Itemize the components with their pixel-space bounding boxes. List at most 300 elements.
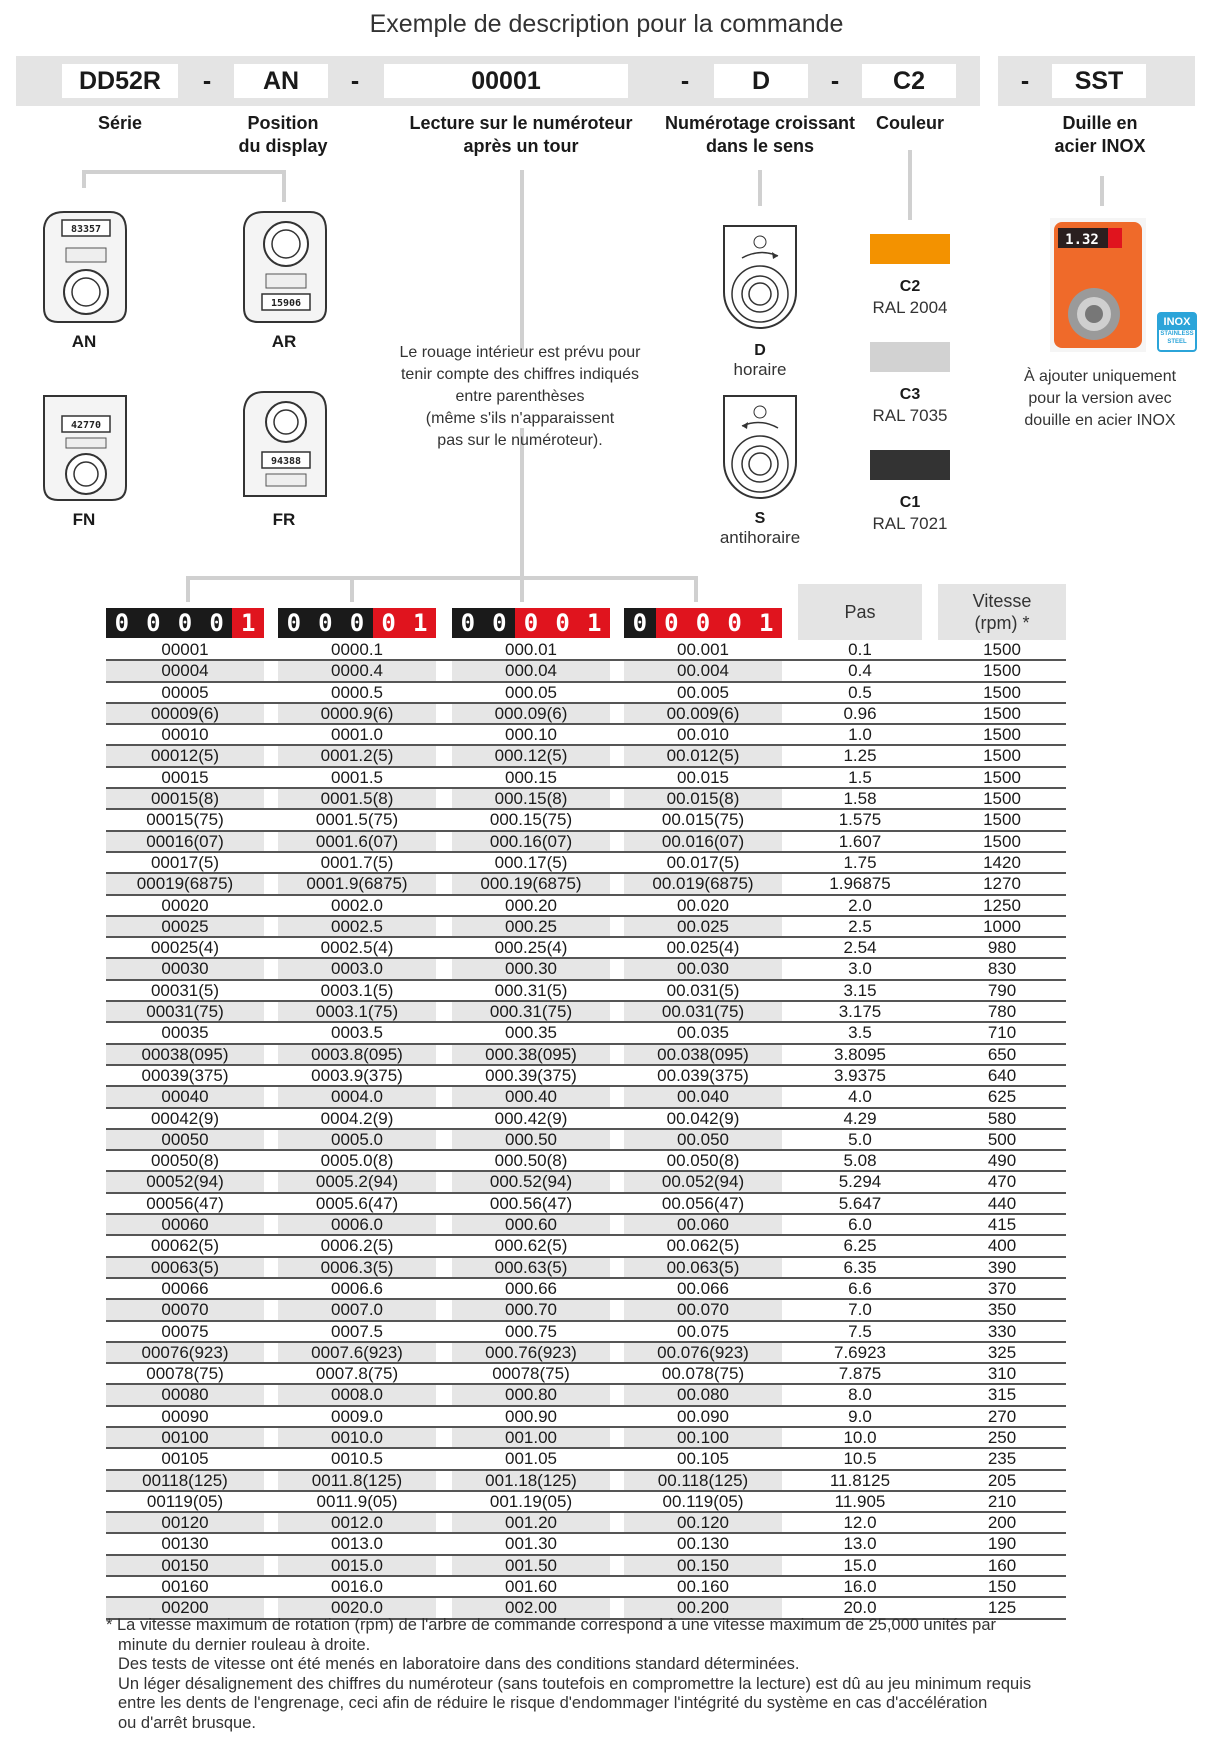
color-code-c3: C3: [899, 386, 921, 403]
table-cell: 1500: [983, 682, 1021, 702]
table-cell: 000.76(923): [452, 1343, 610, 1362]
table-cell: 0001.2(5): [278, 746, 436, 765]
table-cell: 9.0: [848, 1406, 872, 1426]
table-cell: 1270: [983, 874, 1021, 894]
table-cell: 000.80: [452, 1385, 610, 1404]
table-row: [106, 853, 1066, 874]
table-row: [106, 1343, 1066, 1364]
table-row: [106, 1279, 1066, 1300]
table-cell: 200: [987, 1513, 1017, 1533]
table-cell: 000.90: [505, 1406, 557, 1426]
table-cell: 000.50(8): [494, 1151, 568, 1171]
table-cell: 625: [987, 1087, 1017, 1107]
table-cell: 00.030: [624, 959, 782, 978]
table-cell: 001.00: [452, 1428, 610, 1447]
code-sens: D: [714, 64, 808, 98]
table-cell: 5.0: [848, 1129, 872, 1149]
connector-line: [186, 576, 698, 580]
device-ar-label: AR: [271, 332, 297, 351]
code-dash: -: [202, 67, 212, 95]
table-cell: 780: [987, 1002, 1017, 1022]
table-cell: 0007.6(923): [278, 1343, 436, 1362]
label-couleur: Couleur: [875, 113, 944, 133]
table-cell: 000.19(6875): [452, 874, 610, 893]
table-cell: 0005.0: [278, 1130, 436, 1149]
table-cell: 1500: [983, 767, 1021, 787]
table-row: [106, 704, 1066, 725]
connector-line: [282, 170, 286, 202]
header-vitesse: Vitesse (rpm) *: [938, 584, 1066, 640]
table-cell: 0004.0: [278, 1087, 436, 1106]
table-cell: 000.50: [452, 1130, 610, 1149]
code-dash: -: [680, 67, 690, 95]
table-cell: 000.42(9): [494, 1108, 568, 1128]
table-cell: 0007.0: [278, 1300, 436, 1319]
table-cell: 0006.3(5): [278, 1258, 436, 1277]
table-cell: 3.15: [843, 980, 877, 1000]
inox-product-image: [1050, 218, 1146, 352]
table-cell: 00100: [106, 1428, 264, 1447]
table-cell: 0012.0: [278, 1513, 436, 1532]
table-cell: 0004.2(9): [320, 1108, 394, 1128]
table-cell: 330: [987, 1321, 1017, 1341]
table-row: [106, 1130, 1066, 1151]
code-lecture: 00001: [384, 64, 628, 98]
table-cell: 00130: [161, 1534, 209, 1554]
table-cell: 00015(75): [146, 810, 224, 830]
color-ral-c2: RAL 2004: [872, 298, 948, 317]
table-cell: 0003.0: [278, 959, 436, 978]
table-cell: 205: [987, 1470, 1017, 1490]
table-cell: 000.20: [505, 895, 557, 915]
table-row: [106, 832, 1066, 853]
table-cell: 0001.7(5): [320, 852, 394, 872]
table-cell: 1.25: [843, 746, 877, 766]
table-row: [106, 1194, 1066, 1215]
table-cell: 980: [987, 938, 1017, 958]
table-cell: 000.70: [452, 1300, 610, 1319]
device-an-icon: [36, 208, 132, 326]
counter-digit: 1: [750, 608, 782, 638]
table-cell: 3.9375: [834, 1065, 886, 1085]
rouage-note: Le rouage intérieur est prévu pour tenir compte des chiffres indiqués entre parenthèses (même s'ils n'apparaissent pas sur le numéroteur).: [399, 344, 641, 449]
table-cell: 00070: [106, 1300, 264, 1319]
table-row: [106, 1087, 1066, 1108]
table-cell: 00.060: [624, 1215, 782, 1234]
counter-digit: 0: [341, 608, 373, 638]
table-cell: 0.96: [843, 703, 877, 723]
table-row: [106, 1322, 1066, 1343]
table-cell: 00063(5): [106, 1258, 264, 1277]
code-dash: -: [830, 67, 840, 95]
table-cell: 390: [987, 1257, 1017, 1277]
label-douille: Duille en acier INOX: [1054, 113, 1146, 156]
table-cell: 00015(8): [106, 789, 264, 808]
table-cell: 0003.8(095): [278, 1045, 436, 1064]
table-cell: 00.017(5): [666, 852, 740, 872]
table-cell: 3.8095: [834, 1044, 886, 1064]
table-cell: 250: [987, 1427, 1017, 1447]
table-cell: 0016.0: [331, 1577, 383, 1597]
table-cell: 3.0: [848, 959, 872, 979]
table-cell: 00200: [106, 1598, 264, 1617]
table-cell: 0013.0: [331, 1534, 383, 1554]
table-row: [106, 1172, 1066, 1193]
table-cell: 0001.5(75): [315, 810, 399, 830]
table-cell: 0020.0: [278, 1598, 436, 1617]
table-cell: 00066: [161, 1278, 209, 1298]
device-an-label: AN: [71, 332, 97, 351]
table-cell: 0011.9(05): [316, 1491, 398, 1511]
table-cell: 00076(923): [106, 1343, 264, 1362]
table-cell: 0007.8(75): [315, 1364, 399, 1384]
table-cell: 00.062(5): [666, 1236, 740, 1256]
table-cell: 000.38(095): [452, 1045, 610, 1064]
table-row: [106, 959, 1066, 980]
table-cell: 440: [987, 1193, 1017, 1213]
table-cell: 0001.0: [331, 725, 383, 745]
table-cell: 000.15(75): [489, 810, 573, 830]
table-cell: 00105: [161, 1449, 209, 1469]
table-cell: 00005: [161, 682, 209, 702]
table-row: [106, 1066, 1066, 1087]
device-fn-reading: 42770: [70, 420, 102, 431]
table-cell: 0001.9(6875): [278, 874, 436, 893]
table-row: [106, 683, 1066, 704]
counter-digit: 0: [106, 608, 138, 638]
table-cell: 125: [987, 1598, 1017, 1618]
connector-line: [694, 576, 698, 602]
device-fr-icon: [236, 386, 332, 504]
table-row: [106, 874, 1066, 895]
table-cell: 00.052(94): [624, 1172, 782, 1191]
table-row: [106, 896, 1066, 917]
table-cell: 0000.4: [278, 661, 436, 680]
table-cell: 00031(5): [150, 980, 220, 1000]
table-row: [106, 1109, 1066, 1130]
table-cell: 00.090: [677, 1406, 729, 1426]
table-cell: 00.031(75): [624, 1002, 782, 1021]
table-row: [106, 1258, 1066, 1279]
table-cell: 370: [987, 1278, 1017, 1298]
table-row: [106, 917, 1066, 938]
table-cell: 1250: [983, 895, 1021, 915]
table-cell: 00.118(125): [624, 1471, 782, 1490]
table-row: [106, 1513, 1066, 1534]
table-row: [106, 1471, 1066, 1492]
color-swatch-c2: [870, 234, 950, 264]
table-cell: 000.09(6): [452, 704, 610, 723]
table-cell: 6.35: [843, 1257, 877, 1277]
table-cell: 00120: [106, 1513, 264, 1532]
table-cell: 00020: [161, 895, 209, 915]
table-cell: 235: [987, 1449, 1017, 1469]
table-cell: 4.29: [843, 1108, 877, 1128]
table-cell: 00.075: [677, 1321, 729, 1341]
table-cell: 000.15: [505, 767, 557, 787]
table-cell: 325: [987, 1342, 1017, 1362]
table-row: [106, 1407, 1066, 1428]
table-cell: 00078(75): [146, 1364, 224, 1384]
table-cell: 315: [987, 1385, 1017, 1405]
table-cell: 10.5: [843, 1449, 877, 1469]
table-cell: 00012(5): [106, 746, 264, 765]
table-cell: 3.175: [838, 1002, 882, 1022]
table-cell: 00118(125): [106, 1471, 264, 1490]
table-cell: 00090: [161, 1406, 209, 1426]
table-cell: 00030: [106, 959, 264, 978]
inox-note: À ajouter uniquement pour la version avec douille en acier INOX: [1023, 368, 1177, 429]
color-code-c1: C1: [899, 494, 921, 511]
table-row: [106, 1428, 1066, 1449]
counter-digit: 0: [310, 608, 342, 638]
table-cell: 00.076(923): [624, 1343, 782, 1362]
table-cell: 00025: [106, 917, 264, 936]
table-cell: 0002.5(4): [320, 938, 394, 958]
table-cell: 1500: [983, 703, 1021, 723]
table-cell: 00.025(4): [666, 938, 740, 958]
table-cell: 00.019(6875): [624, 874, 782, 893]
table-cell: 12.0: [843, 1513, 877, 1533]
table-cell: 000.63(5): [452, 1258, 610, 1277]
inox-badge: INOX STAINLESS STEEL: [1157, 312, 1197, 352]
table-cell: 7.875: [838, 1364, 882, 1384]
table-cell: 210: [987, 1491, 1017, 1511]
table-cell: 00.200: [624, 1598, 782, 1617]
counter-digit: 0: [656, 608, 688, 638]
table-row: [106, 938, 1066, 959]
table-cell: 16.0: [843, 1577, 877, 1597]
table-cell: 00.100: [624, 1428, 782, 1447]
table-cell: 1.575: [838, 810, 882, 830]
table-cell: 490: [987, 1151, 1017, 1171]
table-cell: 00056(47): [146, 1193, 224, 1213]
table-cell: 20.0: [843, 1598, 877, 1618]
table-cell: 00.031(5): [666, 980, 740, 1000]
table-cell: 000.66: [505, 1278, 557, 1298]
table-row: [106, 1577, 1066, 1598]
counter-digit: 0: [201, 608, 233, 638]
table-cell: 1.75: [843, 852, 877, 872]
table-cell: 00160: [161, 1577, 209, 1597]
table-cell: 00.130: [677, 1534, 729, 1554]
table-cell: 0001.5(8): [278, 789, 436, 808]
table-cell: 00.020: [677, 895, 729, 915]
table-cell: 0003.5: [331, 1023, 383, 1043]
table-cell: 000.62(5): [494, 1236, 568, 1256]
counter-display-3: [452, 608, 610, 638]
connector-line: [82, 170, 286, 174]
table-cell: 001.20: [452, 1513, 610, 1532]
table-row: [106, 1556, 1066, 1577]
table-cell: 1.96875: [829, 874, 891, 894]
table-cell: 00004: [106, 661, 264, 680]
header-pas: Pas: [798, 584, 922, 640]
table-cell: 790: [987, 980, 1017, 1000]
table-cell: 640: [987, 1065, 1017, 1085]
table-cell: 1500: [983, 661, 1021, 681]
table-cell: 0000.1: [331, 640, 383, 659]
table-cell: 5.08: [843, 1151, 877, 1171]
code-dash: -: [350, 67, 360, 95]
table-cell: 11.905: [834, 1491, 886, 1511]
table-cell: 00150: [106, 1556, 264, 1575]
table-cell: 0002.5: [278, 917, 436, 936]
label-numerotage: Numérotage croissant dans le sens: [664, 113, 856, 156]
counter-digit: 1: [232, 608, 264, 638]
label-lecture: Lecture sur le numéroteur après un tour: [409, 113, 633, 156]
table-cell: 000.12(5): [452, 746, 610, 765]
page-title: Exemple de description pour la commande: [369, 10, 844, 38]
table-cell: 000.30: [452, 959, 610, 978]
table-cell: 0008.0: [278, 1385, 436, 1404]
table-cell: 000.15(8): [452, 789, 610, 808]
table-cell: 000.10: [505, 725, 557, 745]
counter-digit: 0: [138, 608, 170, 638]
table-cell: 310: [987, 1364, 1017, 1384]
footnote: * La vitesse maximum de rotation (rpm) de l'arbre de commande correspond à une vitesse maximum de 25,000 unités par minute du dernier rouleau à droite. Des tests de vitesse ont été menés en laboratoire dans des conditions standard déterminées. Un léger désalignement des chiffres du numéroteur (sans toutefois en compromettre la lecture) est dû au jeu minimum requis entre les dents de l'engrenage, ceci afin de réduire le risque d'endommager l'intégrité du système en cas d'accélération ou d'arrêt brusque.: [106, 1616, 1032, 1732]
table-cell: 0005.6(47): [315, 1193, 399, 1213]
table-cell: 1500: [983, 810, 1021, 830]
table-cell: 0.1: [848, 640, 872, 659]
table-cell: 0003.9(375): [311, 1065, 403, 1085]
table-cell: 00.063(5): [624, 1258, 782, 1277]
table-row: [106, 1385, 1066, 1406]
table-row: [106, 1215, 1066, 1236]
table-cell: 00075: [161, 1321, 209, 1341]
table-cell: 00042(9): [150, 1108, 220, 1128]
counter-digit: 1: [404, 608, 436, 638]
table-cell: 001.05: [505, 1449, 557, 1469]
table-cell: 00078(75): [492, 1364, 570, 1384]
table-cell: 0015.0: [278, 1556, 436, 1575]
counter-display-1: [106, 608, 264, 638]
counter-digit: 0: [547, 608, 579, 638]
table-cell: 002.00: [452, 1598, 610, 1617]
table-cell: 00.010: [677, 725, 729, 745]
table-cell: 6.25: [843, 1236, 877, 1256]
code-couleur: C2: [862, 64, 956, 98]
inox-product-reading: 1.32: [1065, 232, 1099, 248]
table-cell: 000.39(375): [485, 1065, 577, 1085]
table-cell: 8.0: [848, 1385, 872, 1405]
table-cell: 000.52(94): [452, 1172, 610, 1191]
table-cell: 150: [987, 1577, 1017, 1597]
counter-digit: 0: [484, 608, 516, 638]
table-cell: 7.5: [848, 1321, 872, 1341]
color-swatch-c3: [870, 342, 950, 372]
connector-line: [908, 150, 912, 220]
table-cell: 470: [987, 1172, 1017, 1192]
table-row: [106, 1151, 1066, 1172]
table-cell: 000.16(07): [452, 832, 610, 851]
table-cell: 00.078(75): [661, 1364, 745, 1384]
table-cell: 000.75: [505, 1321, 557, 1341]
table-cell: 2.5: [848, 916, 872, 936]
table-cell: 00040: [106, 1087, 264, 1106]
device-fn-label: FN: [72, 510, 96, 529]
connector-line: [520, 170, 524, 350]
table-cell: 0003.1(5): [320, 980, 394, 1000]
table-cell: 0011.8(125): [278, 1471, 436, 1490]
counter-digit: 0: [719, 608, 751, 638]
table-cell: 00.001: [677, 640, 729, 659]
table-cell: 00050(8): [150, 1151, 220, 1171]
direction-d-label: D horaire: [733, 342, 787, 379]
table-cell: 00001: [161, 640, 209, 659]
table-cell: 15.0: [843, 1555, 877, 1575]
table-cell: 1000: [983, 916, 1021, 936]
table-cell: 00.160: [677, 1577, 729, 1597]
table-cell: 0005.2(94): [278, 1172, 436, 1191]
table-cell: 000.35: [505, 1023, 557, 1043]
table-cell: 160: [987, 1555, 1017, 1575]
table-row: [106, 810, 1066, 831]
code-serie: DD52R: [62, 64, 178, 98]
table-cell: 00.066: [677, 1278, 729, 1298]
table-cell: 1.5: [848, 767, 872, 787]
table-row: [106, 725, 1066, 746]
device-ar-icon: [236, 208, 332, 326]
connector-line: [82, 170, 86, 188]
table-cell: 1500: [983, 831, 1021, 851]
table-cell: 00025(4): [150, 938, 220, 958]
table-cell: 830: [987, 959, 1017, 979]
table-row: [106, 1364, 1066, 1385]
counter-digit: 0: [515, 608, 547, 638]
table-cell: 00010: [161, 725, 209, 745]
table-cell: 0.4: [848, 661, 872, 681]
table-cell: 0010.0: [278, 1428, 436, 1447]
table-cell: 000.56(47): [489, 1193, 573, 1213]
table-cell: 00038(095): [106, 1045, 264, 1064]
table-cell: 0010.5: [331, 1449, 383, 1469]
table-row: [106, 640, 1066, 661]
table-cell: 00.042(9): [666, 1108, 740, 1128]
table-cell: 00.015: [677, 767, 729, 787]
table-cell: 00.005: [677, 682, 729, 702]
connector-line: [1100, 176, 1104, 206]
direction-s-label: S antihoraire: [719, 510, 801, 547]
table-cell: 00.004: [624, 661, 782, 680]
color-code-c2: C2: [899, 278, 921, 295]
table-row: [106, 1492, 1066, 1513]
color-ral-c3: RAL 7035: [872, 406, 948, 425]
device-fr-label: FR: [272, 510, 296, 529]
table-cell: 5.647: [838, 1193, 882, 1213]
table-cell: 2.0: [848, 895, 872, 915]
connector-line: [350, 576, 354, 602]
table-cell: 000.60: [452, 1215, 610, 1234]
counter-display-4: [624, 608, 782, 638]
color-ral-c1: RAL 7021: [872, 514, 948, 533]
table-cell: 13.0: [843, 1534, 877, 1554]
table-cell: 6.0: [848, 1215, 872, 1235]
table-row: [106, 789, 1066, 810]
table-row: [106, 1002, 1066, 1023]
counter-digit: 0: [452, 608, 484, 638]
table-cell: 190: [987, 1534, 1017, 1554]
direction-clockwise-icon: [720, 222, 800, 342]
table-cell: 00.038(095): [624, 1045, 782, 1064]
table-cell: 1.0: [848, 725, 872, 745]
table-cell: 00019(6875): [106, 874, 264, 893]
code-position: AN: [234, 64, 328, 98]
device-ar-reading: 15906: [270, 298, 302, 309]
table-cell: 001.19(05): [489, 1491, 573, 1511]
table-cell: 00.015(75): [661, 810, 745, 830]
table-cell: 3.5: [848, 1023, 872, 1043]
